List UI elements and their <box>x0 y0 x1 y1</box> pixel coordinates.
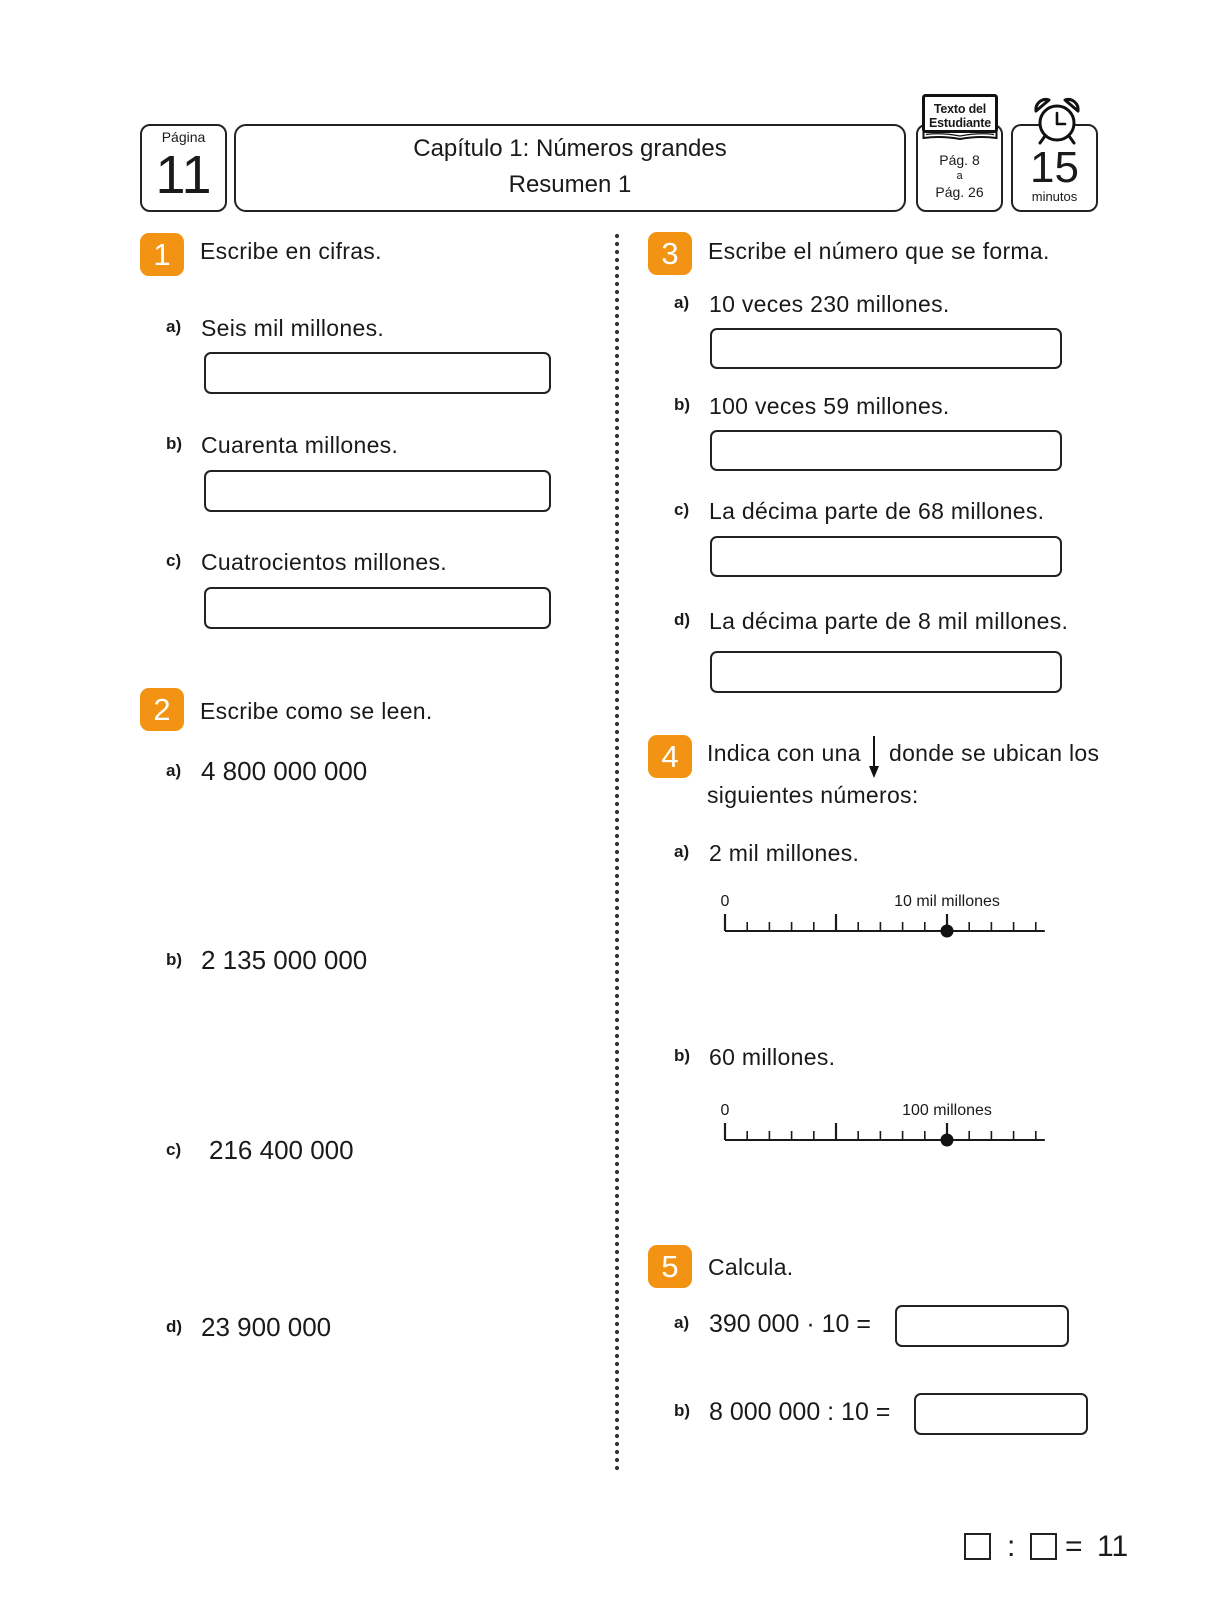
timer-unit: minutos <box>1031 189 1078 204</box>
number-line-marker-dot <box>941 1134 954 1147</box>
textbook-page-to: Pág. 26 <box>935 184 984 200</box>
exercise-1-item-b <box>166 431 398 462</box>
alarm-clock-icon <box>1030 96 1084 148</box>
column-divider <box>612 233 622 1477</box>
item-number: 23 900 000 <box>201 1312 332 1342</box>
exercise-5-item-a <box>674 1310 871 1341</box>
exercise-3-answer-box-a[interactable] <box>710 328 1062 369</box>
item-text: Cuatrocientos millones. <box>201 549 447 575</box>
footer-operator: : <box>1007 1530 1016 1563</box>
exercise-2-number-badge: 2 <box>140 688 184 731</box>
exercise-1-answer-box-b[interactable] <box>204 470 551 512</box>
item-expression: 390 000 · 10 = <box>709 1310 871 1338</box>
book-title-line1: Texto del <box>933 102 987 116</box>
footer-blank-box-2[interactable] <box>1030 1533 1057 1560</box>
exercise-2-item-d <box>166 1312 331 1345</box>
item-text: 10 veces 230 millones. <box>709 291 950 317</box>
exercise-2-item-c <box>166 1135 354 1168</box>
item-number: 4 800 000 000 <box>201 756 368 786</box>
exercise-1-answer-box-c[interactable] <box>204 587 551 629</box>
item-label: c) <box>674 500 690 519</box>
exercise-1-item-c <box>166 548 447 579</box>
footer-equals: = <box>1065 1530 1083 1563</box>
textbook-connector: a <box>956 170 963 182</box>
number-line-end-label: 10 mil millones <box>894 893 1000 910</box>
exercise-3-answer-box-b[interactable] <box>710 430 1062 471</box>
exercise-3-answer-box-c[interactable] <box>710 536 1062 577</box>
number-line-marker-dot <box>941 925 954 938</box>
item-label: b) <box>166 950 183 969</box>
timer-value: 15 <box>1030 143 1079 192</box>
chapter-title-box <box>234 124 906 212</box>
item-text: Seis mil millones. <box>201 315 385 341</box>
page-label: Página <box>161 129 206 145</box>
footer-result: 11 <box>1097 1530 1129 1563</box>
item-label: a) <box>674 842 690 861</box>
page-number: 11 <box>155 145 212 205</box>
chapter-title: Capítulo 1: Números grandes <box>413 135 727 162</box>
exercise-4-instruction-line2: siguientes números: <box>707 782 919 808</box>
exercise-5-answer-box-b[interactable] <box>914 1393 1088 1435</box>
item-text: Cuarenta millones. <box>201 432 399 458</box>
exercise-4-number-badge: 4 <box>648 735 692 778</box>
exercise-5-answer-box-a[interactable] <box>895 1305 1069 1347</box>
book-icon <box>921 93 999 143</box>
exercise-3-item-b <box>674 392 950 423</box>
exercise-2-instruction: Escribe como se leen. <box>200 698 433 724</box>
number-line-end-label: 100 millones <box>902 1102 992 1119</box>
item-text: 100 veces 59 millones. <box>709 393 950 419</box>
exercise-2-item-a <box>166 756 367 789</box>
item-label: c) <box>166 1140 182 1159</box>
item-label: b) <box>674 1401 691 1420</box>
number-line-start-label: 0 <box>720 893 730 910</box>
item-label: a) <box>166 761 182 780</box>
number-line-a-drawing <box>715 888 1060 944</box>
summary-title: Resumen 1 <box>508 171 632 198</box>
item-number: 2 135 000 000 <box>201 945 368 975</box>
exercise-5-instruction: Calcula. <box>708 1254 794 1280</box>
item-text: La décima parte de 8 mil millones. <box>709 608 1069 634</box>
item-label: a) <box>166 317 182 336</box>
exercise-3-answer-box-d[interactable] <box>710 651 1062 693</box>
exercise-4-item-b <box>674 1043 835 1074</box>
exercise-3-number-badge: 3 <box>648 232 692 275</box>
textbook-page-from: Pág. 8 <box>939 152 980 168</box>
exercise-4-instruction-start: Indica con una <box>707 740 861 766</box>
exercise-3-item-c <box>674 497 1044 528</box>
down-arrow-icon <box>867 735 881 779</box>
item-number: 216 400 000 <box>209 1135 354 1165</box>
exercise-1-answer-box-a[interactable] <box>204 352 551 394</box>
exercise-4-item-a <box>674 839 859 870</box>
exercise-2-item-b <box>166 945 367 978</box>
number-line-b-drawing <box>715 1097 1060 1153</box>
item-label: d) <box>674 610 691 629</box>
book-title-line2: Estudiante <box>929 116 991 130</box>
exercise-1-instruction: Escribe en cifras. <box>200 238 382 264</box>
exercise-5-item-b <box>674 1398 890 1429</box>
number-line-a <box>715 888 1060 944</box>
item-label: b) <box>674 1046 691 1065</box>
item-label: a) <box>674 293 690 312</box>
item-label: d) <box>166 1317 183 1336</box>
exercise-5-number-badge: 5 <box>648 1245 692 1288</box>
item-label: c) <box>166 551 182 570</box>
item-text: La décima parte de 68 millones. <box>709 498 1045 524</box>
item-label: a) <box>674 1313 690 1332</box>
number-line-start-label: 0 <box>720 1102 730 1119</box>
footer-blank-box-1[interactable] <box>964 1533 991 1560</box>
exercise-1-item-a <box>166 314 384 345</box>
item-label: b) <box>166 434 183 453</box>
exercise-3-item-a <box>674 290 950 321</box>
exercise-4-instruction-end: donde se ubican los <box>889 740 1100 766</box>
item-label: b) <box>674 395 691 414</box>
number-line-b <box>715 1097 1060 1153</box>
page-number-box <box>140 124 227 212</box>
item-expression: 8 000 000 : 10 = <box>709 1398 891 1426</box>
item-text: 2 mil millones. <box>709 840 860 866</box>
exercise-1-number-badge: 1 <box>140 233 184 276</box>
item-text: 60 millones. <box>709 1044 836 1070</box>
exercise-3-instruction: Escribe el número que se forma. <box>708 238 1050 264</box>
exercise-3-item-d <box>674 607 1068 638</box>
